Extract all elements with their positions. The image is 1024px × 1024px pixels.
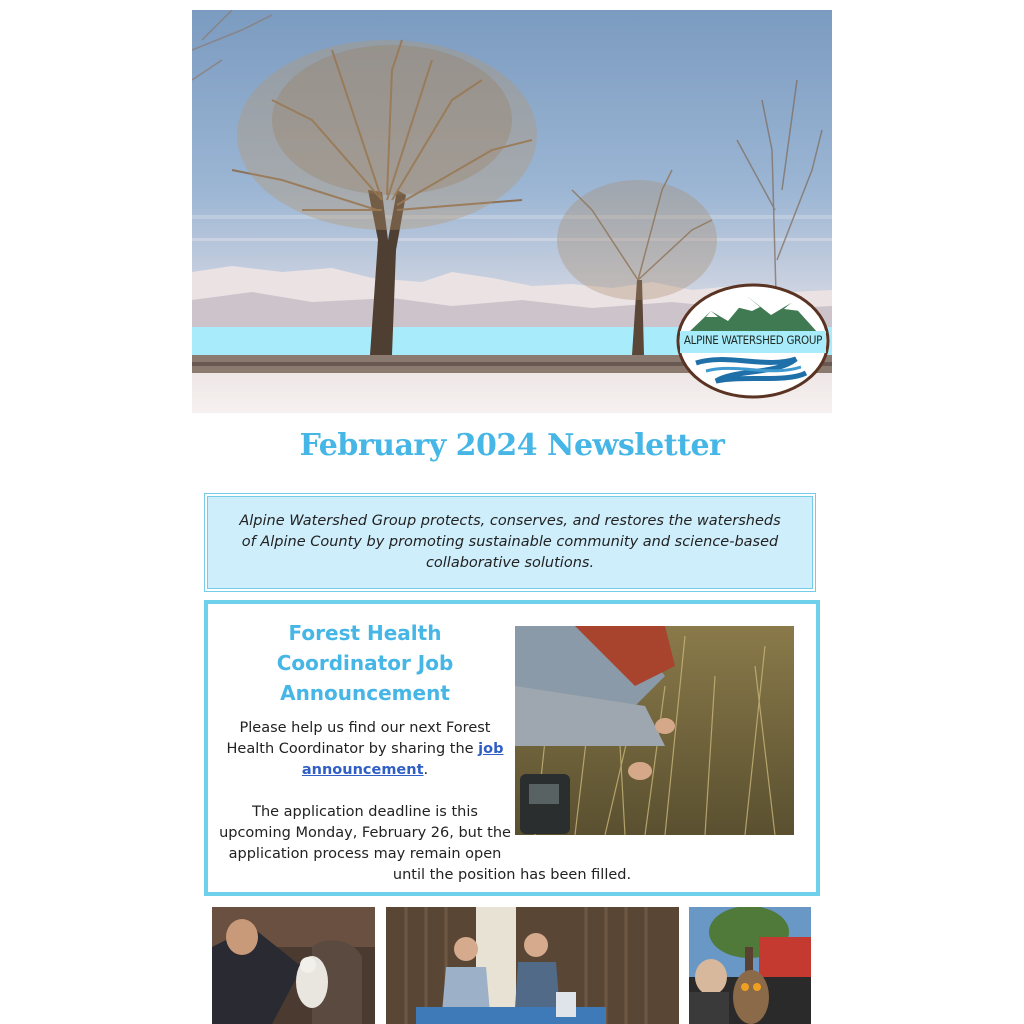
job-announcement-section — [204, 600, 820, 896]
job-title: Forest Health Coordinator Job Announcement — [276, 621, 454, 705]
event-photo-3 — [689, 907, 811, 1024]
job-paragraph-2: The application deadline is this upcoming Monday, February 26, but the application process may remain open — [219, 804, 511, 862]
job-paragraph-1 — [218, 718, 512, 781]
job-p1-after: . — [423, 762, 429, 778]
mission-statement: Alpine Watershed Group protects, conserves, and restores the watersheds of Alpine County by promoting sustainable community and science-based collaborative solutions. — [239, 513, 781, 571]
event-photo-1 — [212, 907, 375, 1024]
job-paragraph-2-end: until the position has been filled. — [392, 867, 632, 883]
alpine-watershed-logo[interactable] — [676, 283, 830, 399]
logo-text: ALPINE WATERSHED GROUP — [683, 333, 823, 347]
job-p1-text: Please help us find our next Forest Health Coordinator by sharing the — [226, 720, 491, 757]
mission-inner — [207, 496, 813, 589]
mission-box — [204, 493, 816, 592]
job-announcement-link[interactable]: job announcement — [301, 741, 504, 778]
newsletter-title: February 2024 Newsletter — [299, 428, 725, 463]
event-photo-2 — [386, 907, 679, 1024]
forest-survey-photo — [515, 626, 794, 835]
